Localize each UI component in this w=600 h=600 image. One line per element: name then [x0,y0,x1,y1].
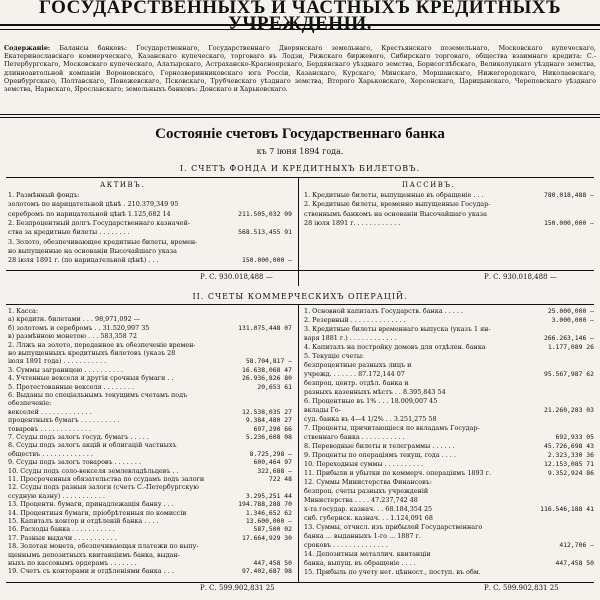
section-2-aktiv-total: Р. С. 599.902,831 25 [200,584,275,592]
ledger-amount: 9.384,480 27 [245,416,292,425]
section-1-aktiv-total: Р. С. 930.018,488 — [200,273,273,281]
ledger-amount: 9.352,924 86 [547,469,594,477]
section-1-bottom-rule [6,270,594,271]
ledger-line: 3. Золото, обезпечивающее кредитные билеты, времен- [8,237,198,246]
ledger-line: векселей . . . . . . . . . . . . . [8,407,92,416]
ledger-amount: 692,933 05 [555,433,594,441]
ledger-line: 28 іюля 1891 г. (по нарицательной цѣнѣ) . . . [8,256,159,265]
contents-rule [0,114,600,115]
ledger-amount: 447,458 50 [555,559,594,567]
ledger-amount: 5.236,608 08 [245,433,292,441]
ledger-amount: 2.323,330 36 [547,451,594,459]
ledger-line: сроковъ . . . . . . . . . . . . . . [304,541,388,549]
ledger-line: 9. Ссуды подъ залогъ товаровъ . . . . . . . [8,458,142,467]
ledger-line: 11. Прибыли и убытки по коммерч. операціямъ 1893 г. [304,469,492,477]
ledger-line: безпроц. счеты разныхъ учрежденій [304,487,429,495]
ledger-line: серебромъ по нарицательной цѣнѣ 1.125,682 14 [8,209,171,218]
ledger-line: суд. банка въ 4—4 1/2% . . 3.251,275 58 [304,415,437,423]
ledger-line: 15. Прибыль по учету нет. цѣнност., поступ. въ обм. [304,568,481,576]
ledger-line: процентныхъ бумагъ . . . . . . . . . . [8,416,120,425]
ledger-amount: 697,290 66 [253,424,292,433]
ledger-line: но выпущенные на основаніи Высочайшаго указа [8,246,177,255]
ledger-amount: 45.726,698 43 [543,442,594,450]
ledger-amount: 568.513,455 91 [238,228,292,237]
ledger-amount: 587,500 02 [253,525,292,534]
ledger-line: 28 іюля 1891 г. . . . . . . . . . . . [304,218,401,227]
ledger-amount: 97.402,687 98 [241,567,292,576]
ledger-amount: 322,688 — [257,466,292,475]
ledger-amount: 150.000,000 — [241,256,292,265]
contents-paragraph [4,44,596,93]
ledger-line: 15. Капиталъ контор и отдѣленій банка . . . . [8,517,159,525]
ledger-line: ныхъ по кассовымъ ордерамъ . . . . . . . [8,559,137,567]
section-1-rule [6,177,594,178]
ledger-amount: 211.505,032 09 [238,209,292,218]
ledger-line: 4. Учтенные векселя и другія срочныя бумаги . . [8,374,174,383]
ledger-amount: 412,706 — [559,541,594,549]
ledger-amount: 17.664,929 30 [241,533,292,542]
ledger-amount: 16.638,068 47 [241,365,292,374]
ledger-amount: 58.704,817 — [245,357,292,366]
section-1-passiv-total: Р. С. 930.018,488 — [484,273,557,281]
ledger-line: в) размѣнною монетою . . . 583,358 72 [8,332,137,341]
section-2-heading: II. СЧЕТЫ КОММЕРЧЕСКИХЪ ОПЕРАЦІЙ. [192,292,408,301]
ledger-amount: 3.295,251 44 [245,491,292,500]
ledger-amount: 25.000,000 — [547,307,594,315]
ledger-line: 11. Просроченныя обязательства по ссудамъ подъ залоги [8,475,205,483]
ledger-amount: 95.567,987 62 [543,370,594,378]
ledger-amount: 1.177,089 26 [547,343,594,351]
ledger-line: 12. Ссуды подъ разныя залоги (счетъ С.-Петербургскую [8,483,199,492]
ledger-line: 13. Суммы, отчисл. изъ прибылей Государственнаго [304,523,483,531]
ledger-line: 2. Ллжъ на золото, переданное въ обезпеченіе времен- [8,340,196,349]
ledger-line: 1. Кредитные билеты, выпущенные въ обращеніе . . . [304,191,484,199]
ledger-line: 7. Ссуды подъ залогъ госуд. бумагъ . . . . . [8,433,149,441]
ledger-line: учрежд. . . . . . . 87.172,144 07 [304,370,405,378]
section-1-heading: I. СЧЕТЪ ФОНДА И КРЕДИТНЫХЪ БИЛЕТОВЪ. [179,164,421,173]
ledger-amount: 131.075,448 07 [238,323,292,332]
ledger-line: 10. Ссуды подъ соло-векселя землевладѣльцевъ . . [8,466,179,475]
ledger-line: 8. Ссуды подъ залогъ акцій и облигацій частныхъ [8,441,177,450]
ledger-amount: 780.018,488 — [543,191,594,199]
ledger-amount: 20,653 61 [257,382,292,391]
ledger-line: 6. Процентные въ 1% . . . 18.009,007 45 [304,397,438,405]
report-date: къ 7 іюня 1894 года. [256,147,344,156]
ledger-line: Министерства . . . . 47.237,742 48 [304,496,418,504]
masthead-rule [0,24,600,26]
report-title: Состояніе счетовъ Государственнаго банка [155,126,445,142]
ledger-line: 14. Депозитныя металлич. квитанціи [304,550,431,558]
ledger-line: іюля 1891 года) . . . . . . . . . . . [8,357,107,366]
section-2-divider [298,305,299,583]
ledger-line: 2. Кредитные билеты, временно выпущенные Государ- [304,200,491,209]
ledger-line: банка ... выданныхъ 1-го ... 1887 г. [304,532,421,540]
ledger-line: вклады Го- [304,406,341,414]
ledger-line: разныхъ казенныхъ мѣстъ . . 8.395,843 54 [304,388,446,396]
ledger-line: ственнымъ банкомъ на основаніи Высочайшаго указа [304,209,487,218]
ledger-line: обществъ . . . . . . . . . . . . . [8,449,94,458]
ledger-amount: 3.000,000 — [551,316,594,324]
masthead-rule-thin [0,29,600,30]
ledger-line: безпроцентные разныхъ лицъ и [304,361,412,369]
aktiv-heading-1: АКТИВЪ. [100,181,145,189]
ledger-amount: 194.788,288 70 [238,500,292,509]
ledger-line: банка, выпущ. въ обращеніе . . . . [304,559,416,567]
ledger-line: 19. Счетъ съ конторами и отдѣленіями банка . . . [8,567,174,576]
ledger-line: 10. Переходныя суммы . . . . . . . . . . [304,460,424,468]
ledger-amount: 600,464 97 [253,458,292,467]
ledger-line: х-та государ. казнач. . . 68.184,354 25 [304,505,433,513]
ledger-line: сиб. губернск. казнач. . . 1.124,091 68 [304,514,433,522]
ledger-line: 18. Золотая монета, обезпечивающая платежи по выпу- [8,542,199,551]
ledger-line: 12. Суммы Министерства Финансовъ: [304,478,432,486]
ledger-line: 1. Касса: [8,307,39,315]
ledger-line: 14. Процентныя бумаги, пріобрѣтенныя по комиссіи [8,508,187,517]
ledger-amount: 8.725,298 — [249,449,292,458]
ledger-line: щеннымъ депозитныхъ квитанціямъ банка, выдан- [8,550,180,559]
ledger-line: 17. Разныя выдачи . . . . . . . . . . . [8,533,117,542]
ledger-line: золотомъ по нарицательной цѣнѣ . 210.379,349 95 [8,200,179,209]
ledger-amount: 722 48 [268,475,292,483]
ledger-line: обезпеченіе: [8,399,52,408]
ledger-line: но выпущенныхъ кредитныхъ билетовъ (указъ 28 [8,349,176,357]
ledger-line: б) золотомъ и серебромъ . . 31.520,997 35 [8,323,150,332]
ledger-line: 3. Кредитные билеты временнаго выпуска (указъ 1 ян- [304,325,491,333]
ledger-amount: 26.936,826 80 [241,374,292,383]
ledger-line: 5. Протестованные векселя . . . . . . . . [8,382,135,391]
ledger-amount: 21.260,283 03 [543,406,594,414]
section-2-passiv-total: Р. С. 599.902,831 25 [484,584,559,592]
ledger-amount: 1.346,652 62 [245,508,292,517]
ledger-line: 1. Размѣнный фондъ: [8,191,80,199]
ledger-line: 5. Текущіе счеты: [304,352,365,360]
ledger-amount: 266.263,146 — [543,334,594,342]
ledger-line: варя 1881 г.) . . . . . . . . . . . . [304,334,397,342]
ledger-amount: 447,458 50 [253,559,292,567]
ledger-line: 3. Суммы заграницею . . . . . . . . . . [8,365,123,374]
ledger-line: 7. Проценты, причитающіеся по вкладамъ Государ- [304,424,480,432]
ledger-line: 1. Основной капиталъ Государств. банка . . . . . [304,307,463,315]
section-2-bottom-rule [6,582,594,583]
ledger-line: 16. Расходы банка . . . . . . . . . . . [8,525,115,534]
ledger-line: ства за кредитные билеты . . . . . . . . [8,228,130,237]
ledger-line: 9. Проценты по операціямъ текущ. года . . . . [304,451,456,459]
contents-text: Балансы банковъ: Государственнаго, Государственнаго Дворянскаго земельнаго, Крестьянскаго поземельнаго, Московскаго купеческаго, Екатеринославскаго коммерческаго, Казанскаго купеческаго, торговаго въ Лодзи, Рижскаго биржевого, Сибирскаго торговаго, общества взаимнаго кредита: С.-Петербургскаго, Московскаго купеческаго, Алатырскаго, Астраханско-Красноярскаго, Бердянскаго уѣзднаго земства, Борисоглѣбскаго, Великолуцкаго уѣзднаго земства, длинноавтольной компаніи Вороновскаго, Горнозверинниковскаго юга Россіи, Казанскаго, Курскаго, Минскаго, Моршанскаго, Нижегородскаго, Николаевскаго, Оренбургскаго, Полтавскаго, Понежевскаго, Псковскаго, Трубчевскаго уѣзднаго земства, Второго Харьковскаго, Херсонскаго, Царицынскаго, Череповскаго уѣзднаго земства, Нарвскаго, Ярославскаго; земельныхъ банковъ: Донскаго и Харьковскаго. [4,44,596,94]
passiv-heading-1: ПАССИВЪ. [402,181,456,189]
ledger-line: 2. Безпроцентный долгъ Государственнаго казначей- [8,218,190,227]
ledger-line: ссудную казну) . . . . . . . . . . . [8,491,105,500]
contents-label: Содержаніе: [4,44,51,52]
ledger-amount: 12.538,035 27 [241,407,292,416]
ledger-line: а) кредитн. билетами . . . 98,971,092 — [8,315,141,324]
section-2-rule [6,304,594,305]
ledger-line: ственнаго банка . . . . . . . . . . . [304,433,405,441]
ledger-line: 2. Резервный . . . . . . . . . . . . . . [304,316,406,324]
ledger-line: товаровъ . . . . . . . . . . . . . [8,424,92,433]
contents-rule-2 [0,117,600,118]
ledger-line: 6. Выданы по спеціальнымъ текущимъ счетамъ подъ [8,391,188,399]
ledger-line: безпроц. центр. отдѣл. банка и [304,379,409,387]
ledger-amount: 116.546,188 41 [540,505,594,513]
ledger-line: 4. Капиталъ на постройку домовъ для отдѣлен. банка [304,343,486,351]
ledger-amount: 12.153,085 71 [543,460,594,468]
ledger-line: 8. Переводные билеты и телеграммы . . . . . . [304,442,455,450]
ledger-amount: 150.000,000 — [543,218,594,227]
ledger-amount: 13.600,000 — [245,517,292,525]
ledger-line: 13. Процентн. бумаги, принадлежащія банку . . . [8,500,174,509]
masthead: ГОСУДАРСТВЕННЫХЪ И ЧАСТНЫХЪ КРЕДИТНЫХЪ УЧРЕЖДЕНІИ. [38,0,562,34]
